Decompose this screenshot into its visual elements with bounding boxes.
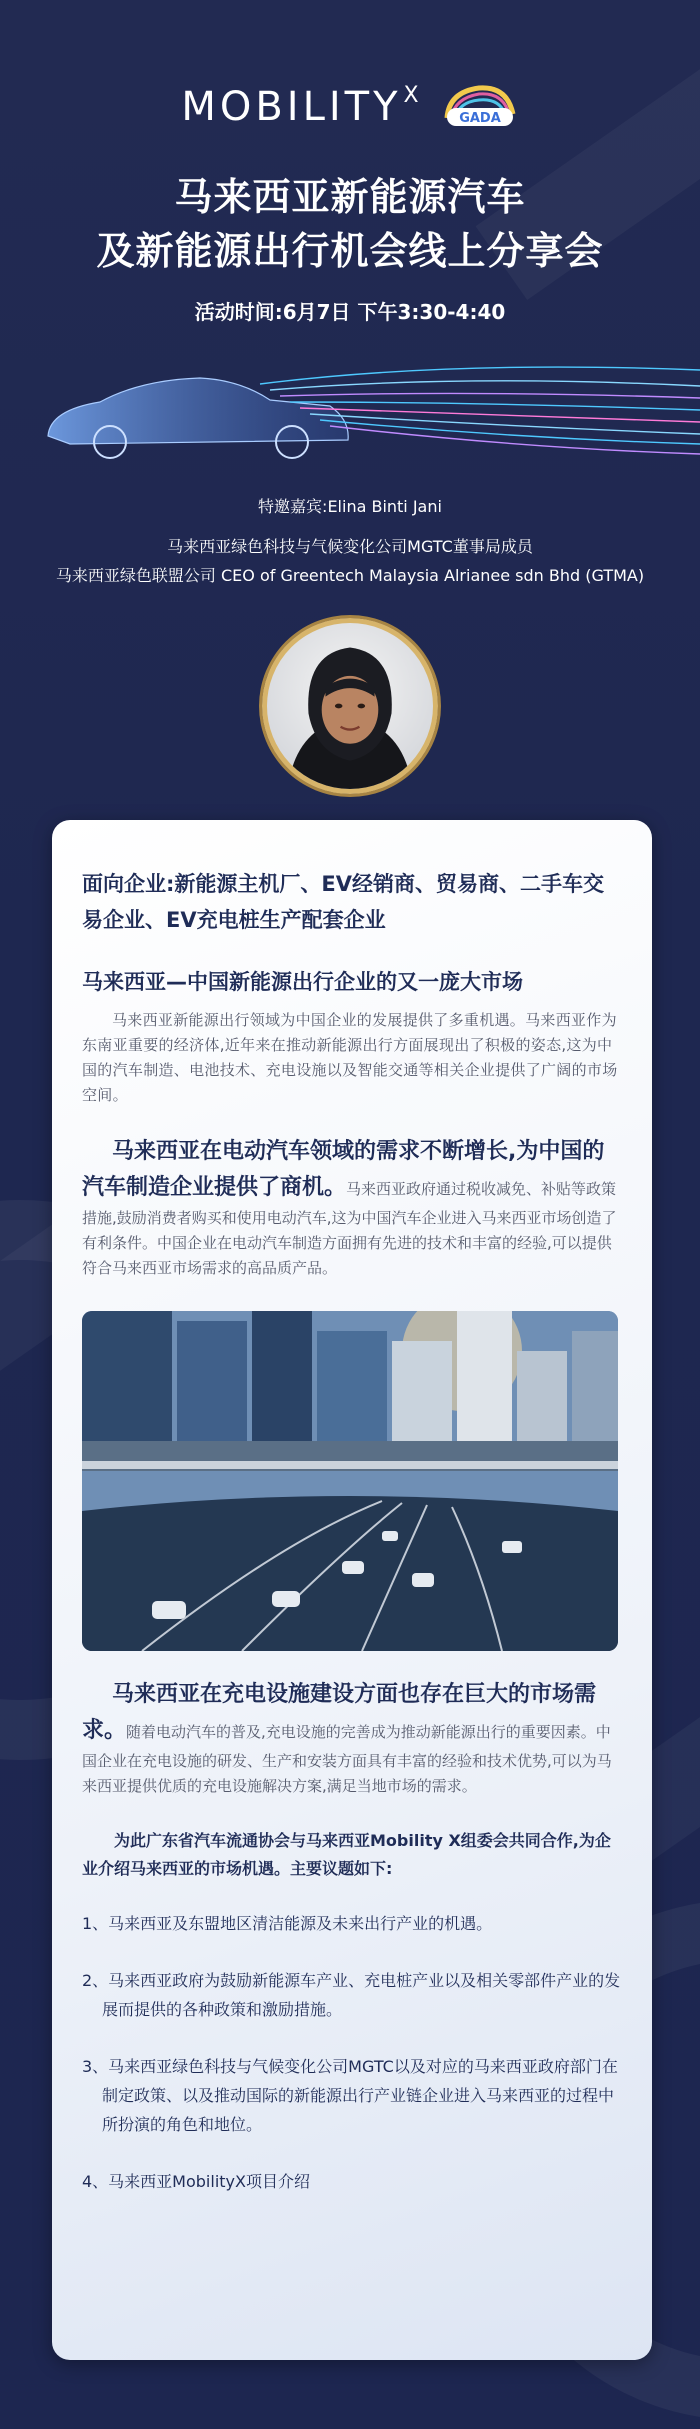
gada-logo bbox=[441, 78, 519, 134]
guest-portrait bbox=[267, 623, 433, 789]
demand-section bbox=[82, 1134, 622, 1281]
main-title-line1: 马来西亚新能源汽车 bbox=[174, 175, 526, 219]
guest-name: 特邀嘉宾:Elina Binti Jani bbox=[258, 497, 442, 516]
market-paragraph: 马来西亚新能源出行领域为中国企业的发展提供了多重机遇。马来西亚作为东南亚重要的经济体,近年来在推动新能源出行方面展现出了积极的姿态,这为中国的汽车制造、电池技术、充电设施以及智能交通等相关企业提供了广阔的市场空间。 bbox=[82, 1011, 618, 1104]
electric-car-illustration bbox=[30, 340, 700, 470]
content-card bbox=[52, 820, 652, 2360]
market-heading: 马来西亚—中国新能源出行企业的又一庞大市场 bbox=[82, 970, 523, 994]
agenda-intro: 为此广东省汽车流通协会与马来西亚Mobility X组委会共同合作,为企业介绍马来西亚的市场机遇。主要议题如下: bbox=[82, 1831, 611, 1878]
guest-role-1: 马来西亚绿色科技与气候变化公司MGTC董事局成员 bbox=[167, 537, 533, 556]
guest-avatar bbox=[262, 618, 438, 794]
agenda-item: 1、马来西亚及东盟地区清洁能源及未来出行产业的机遇。 bbox=[82, 1914, 493, 1933]
agenda-list bbox=[82, 1909, 622, 2196]
charging-paragraph: 随着电动汽车的普及,充电设施的完善成为推动新能源出行的重要因素。中国企业在充电设施的研发、生产和安装方面具有丰富的经验和技术优势,可以为马来西亚提供优质的充电设施解决方案,满足当地市场的需求。 bbox=[82, 1723, 612, 1795]
agenda-item: 3、马来西亚绿色科技与气候变化公司MGTC以及对应的马来西亚政府部门在制定政策、以及推动国际的新能源出行产业链企业进入马来西亚的过程中所扮演的角色和地位。 bbox=[82, 2057, 618, 2134]
demand-paragraph: 马来西亚政府通过税收减免、补贴等政策措施,鼓励消费者购买和使用电动汽车,这为中国汽车企业进入马来西亚市场创造了有利条件。中国企业在电动汽车制造方面拥有先进的技术和丰富的经验,可以提供符合马来西亚市场需求的高品质产品。 bbox=[82, 1180, 617, 1277]
main-title-line2: 及新能源出行机会线上分享会 bbox=[96, 229, 604, 273]
event-time: 活动时间:6月7日 下午3:30-4:40 bbox=[194, 300, 506, 324]
charging-section bbox=[82, 1677, 622, 1799]
city-highway-image bbox=[82, 1311, 618, 1651]
guest-role-2: 马来西亚绿色联盟公司 CEO of Greentech Malaysia Alrianee sdn Bhd (GTMA) bbox=[55, 566, 645, 585]
city-highway-photo bbox=[82, 1311, 618, 1651]
svg-text:GADA: GADA bbox=[458, 111, 501, 126]
card-content bbox=[82, 866, 622, 2224]
agenda-item: 4、马来西亚MobilityX项目介绍 bbox=[82, 2172, 310, 2191]
demand-lead: 马来西亚在电动汽车领域的需求不断增长,为中国的汽车制造企业提供了商机。 bbox=[82, 1139, 605, 1200]
target-audience-heading: 面向企业:新能源主机厂、EV经销商、贸易商、二手车交易企业、EV充电桩生产配套企业 bbox=[82, 872, 604, 932]
charging-lead: 马来西亚在充电设施建设方面也存在巨大的市场需求。 bbox=[82, 1682, 597, 1743]
logo-bar bbox=[0, 76, 700, 136]
agenda-item: 2、马来西亚政府为鼓励新能源车产业、充电桩产业以及相关零部件产业的发展而提供的各种政策和激励措施。 bbox=[82, 1971, 621, 2019]
mobilityx-logo: $MOBILITY^X$ bbox=[181, 82, 423, 130]
